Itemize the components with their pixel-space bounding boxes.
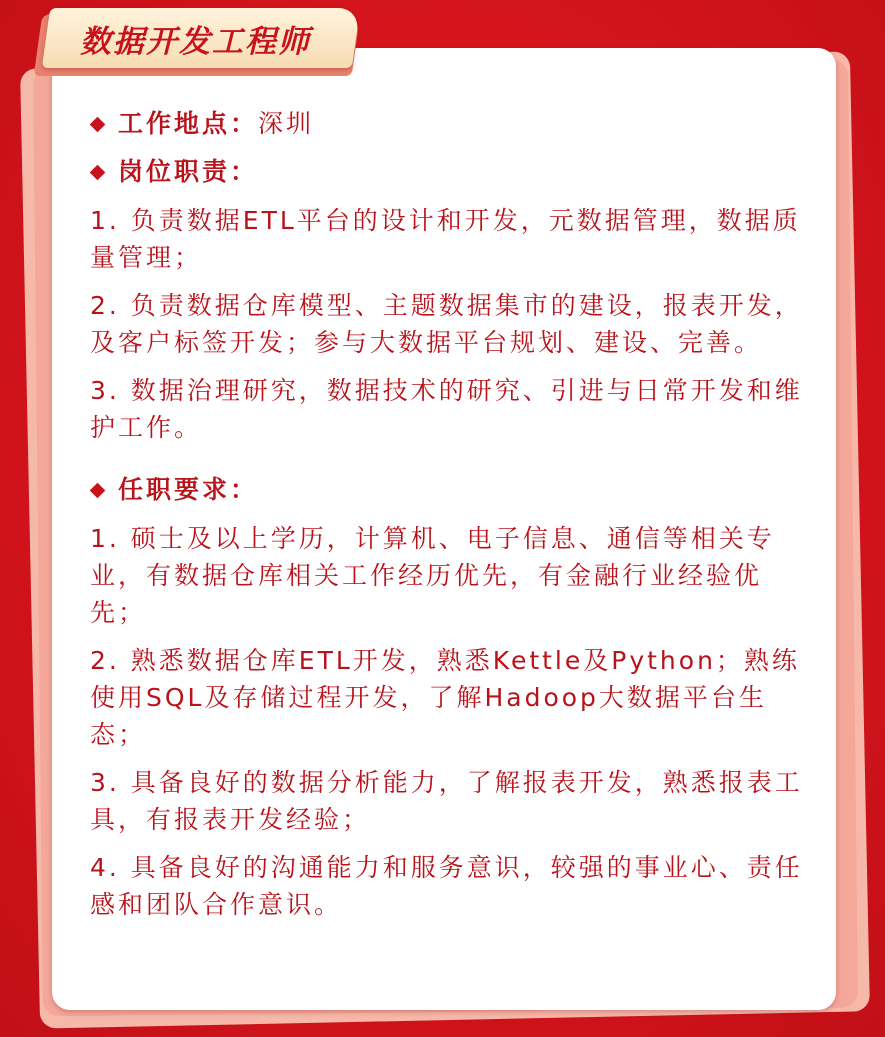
duty-item: 1. 负责数据ETL平台的设计和开发，元数据管理，数据质量管理； xyxy=(90,206,801,272)
job-content xyxy=(90,100,815,923)
requirement-item: 4. 具备良好的沟通能力和服务意识，较强的事业心、责任感和团队合作意识。 xyxy=(90,853,803,919)
diamond-bullet-icon xyxy=(90,117,105,132)
requirements-heading xyxy=(90,472,815,508)
diamond-bullet-icon xyxy=(90,165,105,180)
job-title: 数据开发工程师 xyxy=(80,24,311,60)
duties-heading-label: 岗位职责： xyxy=(118,157,259,186)
duties-heading xyxy=(90,154,815,190)
requirement-item: 3. 具备良好的数据分析能力，了解报表开发，熟悉报表工具，有报表开发经验； xyxy=(90,768,803,834)
diamond-bullet-icon xyxy=(90,483,105,498)
requirement-item: 2. 熟悉数据仓库ETL开发，熟悉Kettle及Python；熟练使用SQL及存储过程开发，了解Hadoop大数据平台生态； xyxy=(90,646,800,749)
requirements-heading-label: 任职要求： xyxy=(118,475,259,504)
location-value: 深圳 xyxy=(258,109,315,138)
location-row xyxy=(90,106,815,142)
location-label: 工作地点： xyxy=(118,109,259,138)
duty-item: 3. 数据治理研究，数据技术的研究、引进与日常开发和维护工作。 xyxy=(90,376,803,442)
requirement-item: 1. 硕士及以上学历，计算机、电子信息、通信等相关专业，有数据仓库相关工作经历优先，有金融行业经验优先； xyxy=(90,524,775,627)
duty-item: 2. 负责数据仓库模型、主题数据集市的建设，报表开发，及客户标签开发；参与大数据平台规划、建设、完善。 xyxy=(90,291,803,357)
